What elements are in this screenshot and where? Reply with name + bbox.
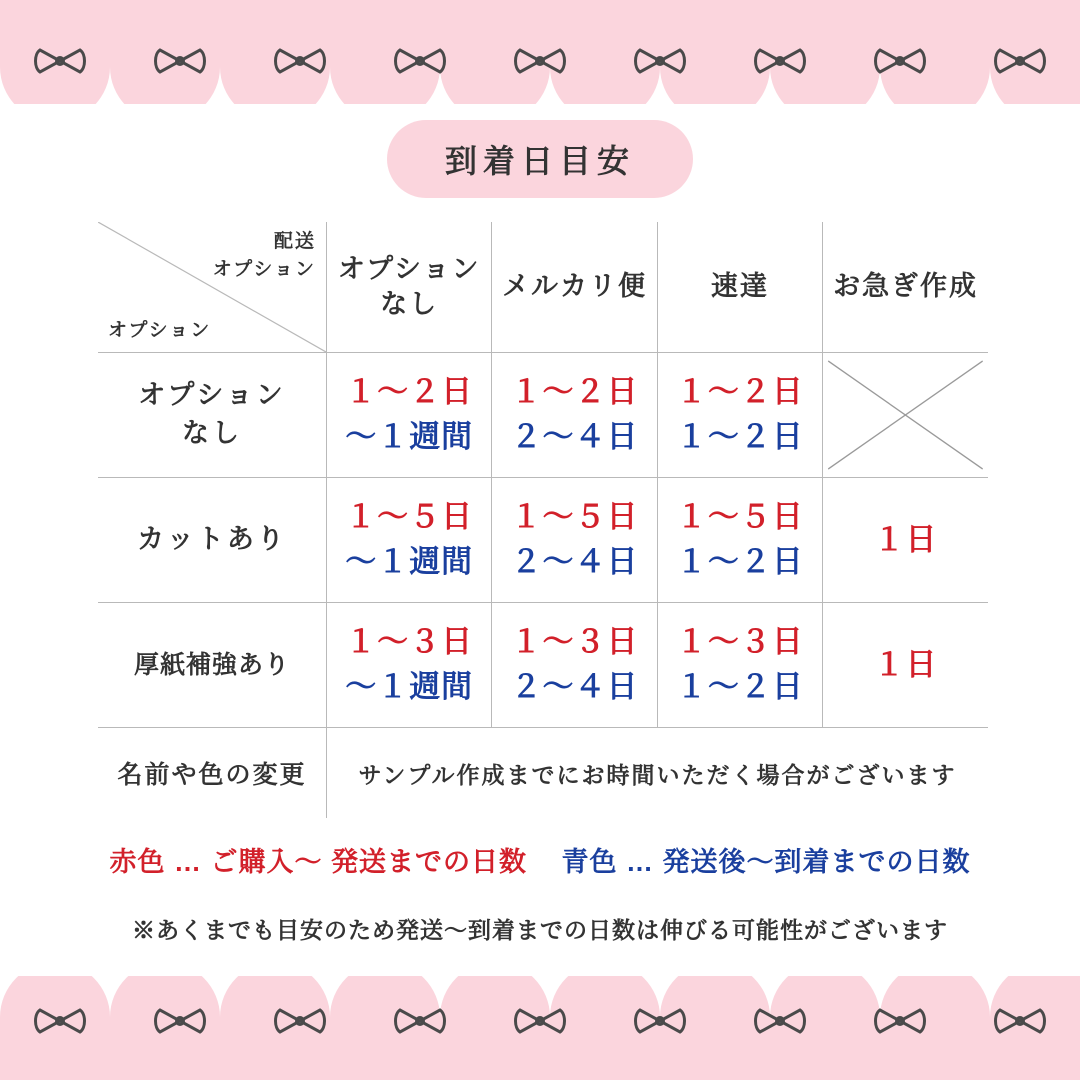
legend-red-text: 赤色 … ご購入〜 発送までの日数: [109, 847, 527, 877]
column-header-option-none: [327, 222, 492, 353]
table-row: [98, 478, 988, 603]
cell-r0-c1: [492, 353, 657, 478]
note-row-body: サンプル作成までにお時間いただく場合がございます: [327, 728, 989, 819]
cell-r0-c2: [657, 353, 822, 478]
cell-red-value: １〜３日: [675, 624, 804, 660]
scallop-edge-top: [0, 62, 1080, 104]
column-header-line1: 速達: [710, 271, 769, 302]
corner-top-line2: オプション: [212, 258, 316, 280]
table-row: [98, 353, 988, 478]
scallop-band-top: [0, 0, 1080, 62]
scallop-edge-bottom: [0, 976, 1080, 1022]
delivery-estimate-table: [98, 222, 988, 818]
corner-bottom-label: オプション: [108, 320, 212, 341]
row-header-line1: オプション: [138, 380, 286, 411]
cell-blue-value: １〜２日: [675, 419, 804, 454]
cell-r2-c1: [492, 603, 657, 728]
cell-blue-value: 〜１週間: [345, 419, 474, 454]
cell-red-value: １日: [873, 646, 938, 682]
row-header-line1: 厚紙補強あり: [133, 650, 290, 679]
cell-r0-c3-unavailable: [823, 353, 988, 478]
cell-blue-value: １〜２日: [675, 669, 804, 704]
table-corner-cell: [98, 222, 327, 353]
cell-red-value: １〜３日: [345, 624, 474, 660]
cell-r2-c3: [823, 603, 988, 728]
cell-blue-value: ２〜４日: [510, 419, 639, 454]
corner-top-line1: 配送: [273, 231, 316, 252]
row-header-cut: [98, 478, 327, 603]
column-header-rush-production: [823, 222, 988, 353]
cell-r1-c0: [327, 478, 492, 603]
cell-red-value: １〜５日: [345, 499, 474, 535]
cell-red-value: １〜２日: [345, 374, 474, 410]
row-header-name-color-change: 名前や色の変更: [98, 728, 327, 819]
cell-r2-c0: [327, 603, 492, 728]
cell-red-value: １日: [873, 521, 938, 557]
column-header-express: [657, 222, 822, 353]
cell-red-value: １〜５日: [510, 499, 639, 535]
cell-red-value: １〜５日: [675, 499, 804, 535]
cell-r1-c3: [823, 478, 988, 603]
cell-blue-value: 〜１週間: [345, 669, 474, 704]
column-header-line1: お急ぎ作成: [833, 271, 979, 302]
row-header-line1: カットあり: [137, 524, 287, 555]
footnote: ※あくまでも目安のため発送〜到着までの日数は伸びる可能性がございます: [132, 917, 948, 943]
table-header-row: [98, 222, 988, 353]
column-header-line2: なし: [380, 289, 439, 319]
row-header-line2: なし: [182, 418, 242, 448]
cell-r2-c2: [657, 603, 822, 728]
row-header-cardboard-reinforcement: [98, 603, 327, 728]
column-header-mercari: [492, 222, 657, 353]
cell-r1-c2: [657, 478, 822, 603]
top-decoration-band: [0, 0, 1080, 104]
cell-red-value: １〜２日: [510, 374, 639, 410]
table-note-row: [98, 728, 988, 819]
corner-top-label: [213, 228, 316, 283]
bottom-decoration-band: [0, 976, 1080, 1080]
cell-red-value: １〜２日: [675, 374, 804, 410]
cell-blue-value: ２〜４日: [510, 669, 639, 704]
scallop-band-bottom: [0, 1022, 1080, 1080]
legend-blue-text: 青色 … 発送後〜到着までの日数: [561, 847, 971, 877]
column-header-line1: オプション: [337, 253, 481, 284]
column-header-line1: メルカリ便: [502, 271, 648, 302]
cell-blue-value: 〜１週間: [345, 544, 474, 579]
cell-blue-value: １〜２日: [675, 544, 804, 579]
cell-red-value: １〜３日: [510, 624, 639, 660]
cell-r0-c0: [327, 353, 492, 478]
cell-blue-value: ２〜４日: [510, 544, 639, 579]
page-title: 到着日目安: [387, 120, 693, 198]
row-header-option-none: [98, 353, 327, 478]
cell-r1-c1: [492, 478, 657, 603]
legend: [0, 840, 1080, 879]
cross-out-icon: [823, 353, 988, 477]
table-row: [98, 603, 988, 728]
